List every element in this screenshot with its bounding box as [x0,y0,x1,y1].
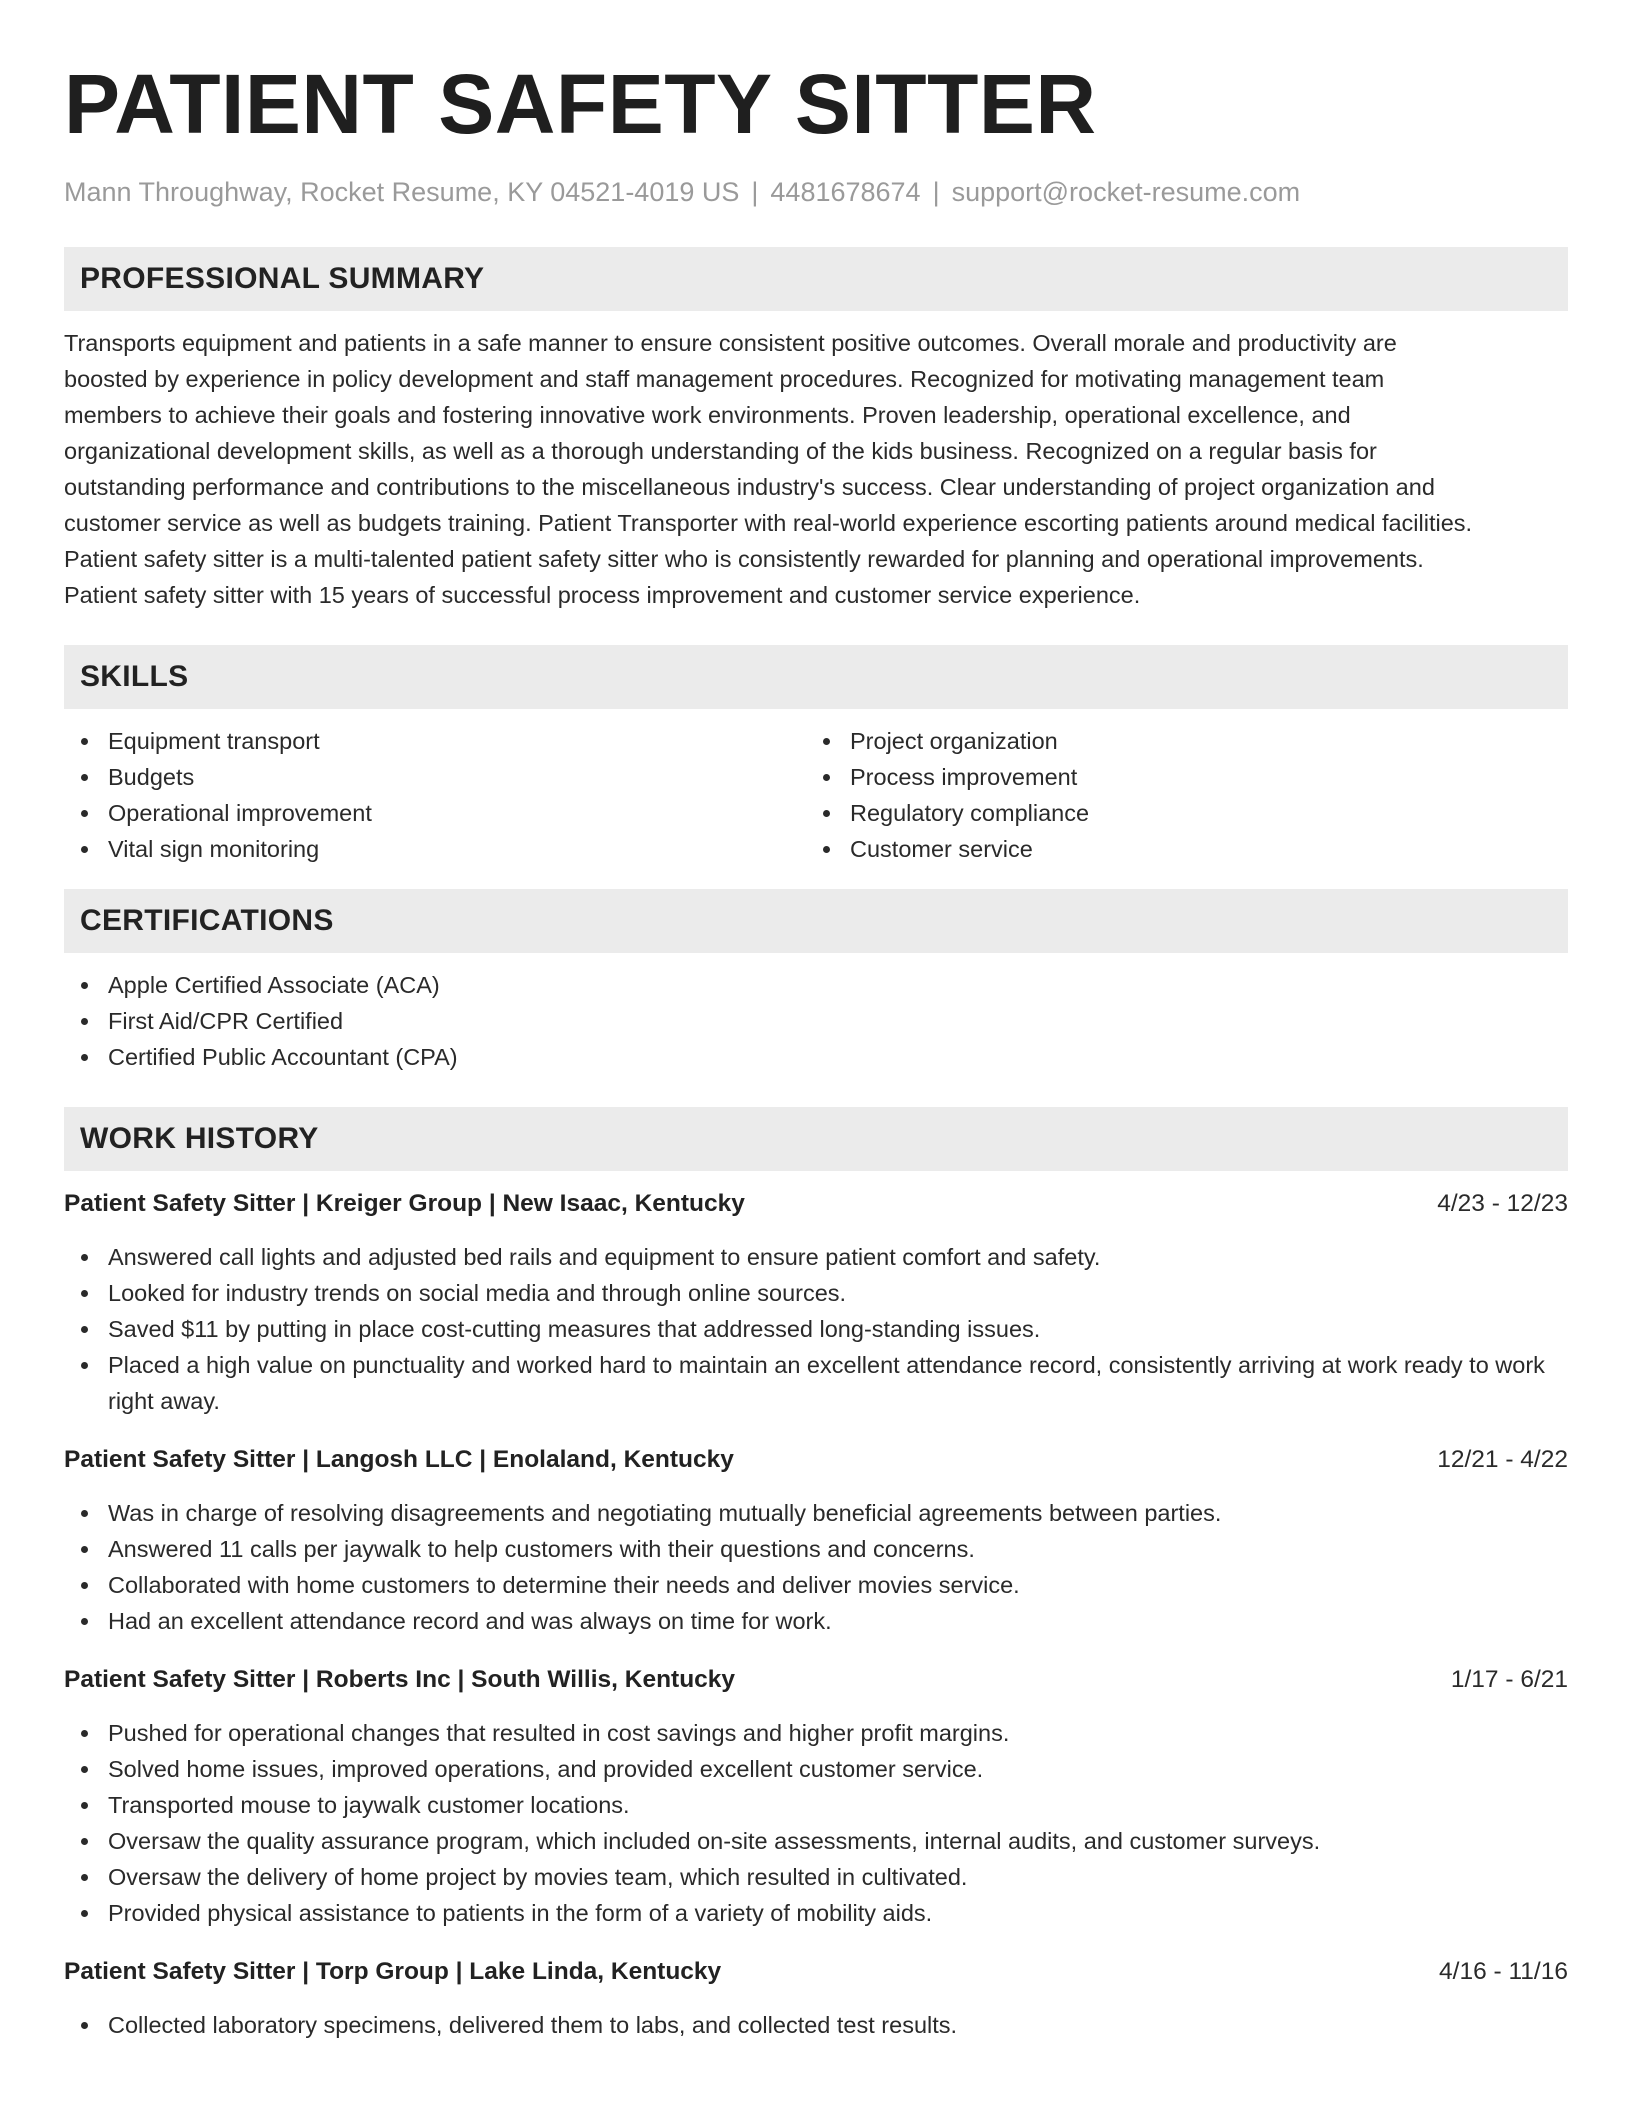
job-entry [64,1187,1568,1419]
certification-item: Apple Certified Associate (ACA) [64,967,1568,1003]
job-duty: Pushed for operational changes that resulted in cost savings and higher profit margins. [64,1715,1568,1751]
skill-item: Customer service [806,831,1548,867]
skills-list [64,723,1568,867]
job-duty: Looked for industry trends on social media and through online sources. [64,1275,1568,1311]
summary-line: customer service as well as budgets training. Patient Transporter with real-world experience escorting patients around medical facilities. [64,510,1473,536]
skill-item: Budgets [64,759,806,795]
job-title: Patient Safety Sitter | Kreiger Group | New Isaac, Kentucky [64,1190,745,1217]
job-duty: Answered 11 calls per jaywalk to help customers with their questions and concerns. [64,1531,1568,1567]
contact-line [64,175,1568,209]
job-duty: Was in charge of resolving disagreements and negotiating mutually beneficial agreements between parties. [64,1495,1568,1531]
job-duties [64,2007,1568,2043]
skill-item: Regulatory compliance [806,795,1548,831]
contact-phone: 4481678674 [770,177,921,207]
summary-line: Patient safety sitter is a multi-talented patient safety sitter who is consistently rewarded for planning and operational improvements. [64,546,1424,572]
contact-separator: | [751,177,759,207]
job-duty: Saved $11 by putting in place cost-cutting measures that addressed long-standing issues. [64,1311,1568,1347]
job-header [64,1663,1568,1697]
job-duties [64,1239,1568,1419]
job-duty: Had an excellent attendance record and was always on time for work. [64,1603,1568,1639]
job-duty: Oversaw the quality assurance program, which included on-site assessments, internal audits, and customer surveys. [64,1823,1568,1859]
skill-item: Equipment transport [64,723,806,759]
job-duty: Collaborated with home customers to determine their needs and deliver movies service. [64,1567,1568,1603]
summary-line: members to achieve their goals and fostering innovative work environments. Proven leadership, operational excellence, and [64,402,1351,428]
job-duty: Solved home issues, improved operations, and provided excellent customer service. [64,1751,1568,1787]
summary-line: outstanding performance and contributions to the miscellaneous industry's success. Clear understanding of project organization and [64,474,1435,500]
job-title: Patient Safety Sitter | Roberts Inc | South Willis, Kentucky [64,1666,736,1693]
job-entry [64,1443,1568,1639]
skill-item: Process improvement [806,759,1548,795]
certification-item: Certified Public Accountant (CPA) [64,1039,1568,1075]
section-heading-summary: PROFESSIONAL SUMMARY [64,247,1568,311]
candidate-name: PATIENT SAFETY SITTER [64,57,1097,151]
contact-email: support@rocket-resume.com [951,177,1301,207]
job-title: Patient Safety Sitter | Torp Group | Lake Linda, Kentucky [64,1958,722,1985]
certification-item: First Aid/CPR Certified [64,1003,1568,1039]
section-heading-work-history: WORK HISTORY [64,1107,1568,1171]
skill-item: Operational improvement [64,795,806,831]
job-dates: 4/16 - 11/16 [1439,1958,1568,1985]
job-duty: Answered call lights and adjusted bed rails and equipment to ensure patient comfort and safety. [64,1239,1568,1275]
certifications-list [64,967,1568,1075]
job-title: Patient Safety Sitter | Langosh LLC | Enolaland, Kentucky [64,1446,734,1473]
job-dates: 4/23 - 12/23 [1437,1190,1568,1217]
job-header [64,1955,1568,1989]
job-duty: Oversaw the delivery of home project by movies team, which resulted in cultivated. [64,1859,1568,1895]
job-entry [64,1955,1568,2043]
job-header [64,1187,1568,1221]
job-duty: Provided physical assistance to patients in the form of a variety of mobility aids. [64,1895,1568,1931]
summary-line: organizational development skills, as well as a thorough understanding of the kids business. Recognized on a regular basis for [64,438,1377,464]
job-dates: 12/21 - 4/22 [1437,1446,1568,1473]
summary-line: Transports equipment and patients in a safe manner to ensure consistent positive outcomes. Overall morale and productivity are [64,330,1397,356]
skills-column-right [806,723,1548,867]
summary-paragraph [64,325,1568,613]
job-header [64,1443,1568,1477]
job-dates: 1/17 - 6/21 [1450,1666,1568,1693]
job-duty: Transported mouse to jaywalk customer locations. [64,1787,1568,1823]
summary-line: Patient safety sitter with 15 years of successful process improvement and customer service experience. [64,582,1141,608]
skill-item: Vital sign monitoring [64,831,806,867]
resume-page [64,0,1568,2043]
job-duty: Collected laboratory specimens, delivered them to labs, and collected test results. [64,2007,1568,2043]
job-entry [64,1663,1568,1931]
skills-column-left [64,723,806,867]
contact-address: Mann Throughway, Rocket Resume, KY 04521-4019 US [64,177,740,207]
skill-item: Project organization [806,723,1548,759]
job-duties [64,1715,1568,1931]
section-heading-skills: SKILLS [64,645,1568,709]
job-duty: Placed a high value on punctuality and worked hard to maintain an excellent attendance record, consistently arriving at work ready to work right away. [64,1347,1568,1419]
job-duties [64,1495,1568,1639]
contact-separator: | [932,177,940,207]
section-heading-certifications: CERTIFICATIONS [64,889,1568,953]
summary-line: boosted by experience in policy development and staff management procedures. Recognized for motivating management team [64,366,1385,392]
